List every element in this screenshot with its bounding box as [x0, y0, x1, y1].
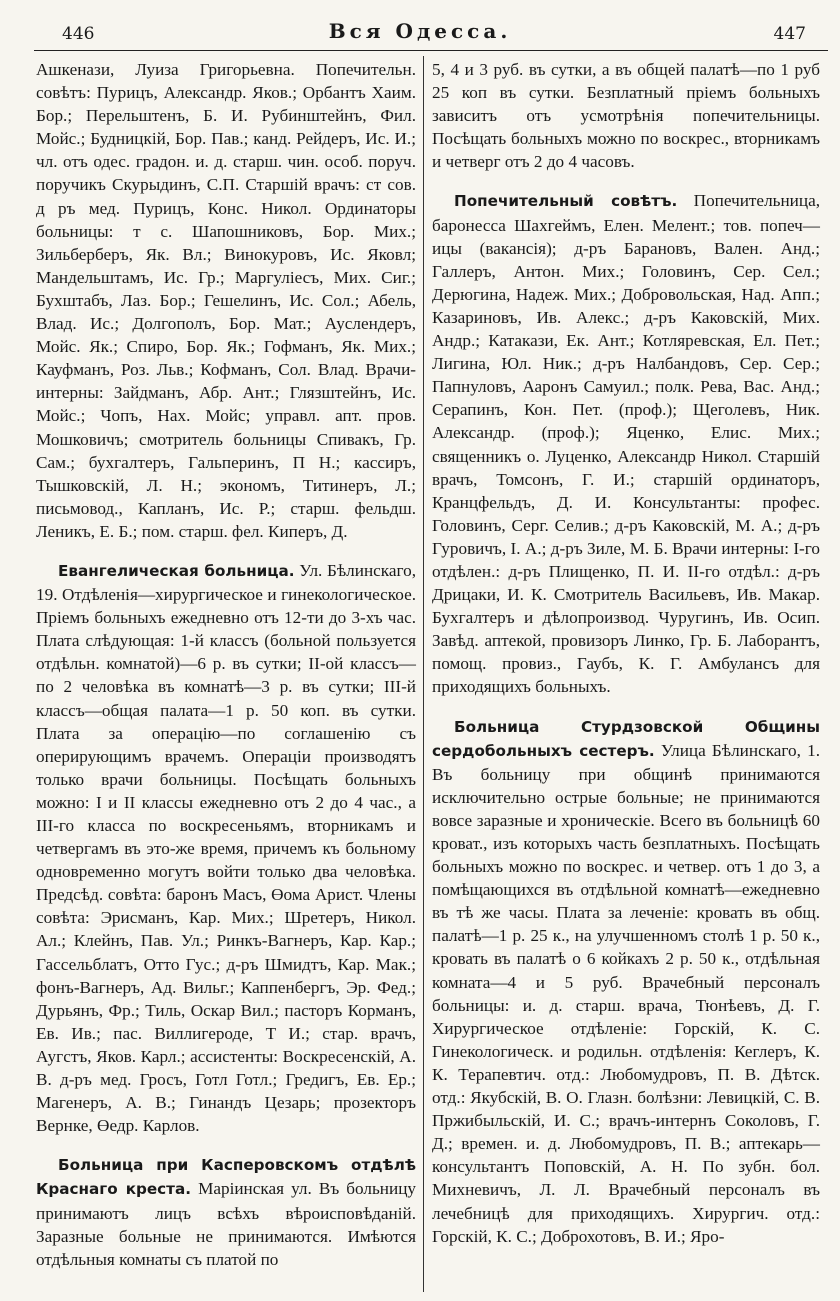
section-heading: Больница при Касперовскомъ отдѣлѣ Краснаго креста. — [36, 1156, 416, 1199]
section-board-of-trustees — [432, 189, 820, 698]
header-rule — [34, 50, 828, 51]
right-column — [432, 58, 820, 1248]
paragraph-odessa-jewish-hospital-staff: Ашкенази, Луиза Григорьевна. Попечительн. совѣтъ: Пурицъ, Александр. Яков.; Орбантъ Хаим. Бор.; Перельштенъ, Б. И. Рубинштейнъ, Фил. Мойс.; Будницкій, Бор. Пав.; канд. Рейдеръ, Ис. И.; чл. отъ одес. градон. и. д. старш. чин. особ. поруч. поручикъ Скурыдинъ, С.П. Старшій врачъ: ст сов. д ръ мед. Пурицъ, Конс. Никол. Ординаторы больницы: т с. Шапошниковъ, Бор. Мих.; Зильберберъ, Як. Вл.; Винокуровъ, Ис. Яковл; Мандельштамъ, Ис. Гр.; Маргулiесъ, Мих. Сиг.; Бухштабъ, Лаз. Бор.; Гешелинъ, Ис. Сол.; Абель, Влад. Ис.; Долгополъ, Бор. Мат.; Ауслендеръ, Мойс. Як.; Спиро, Бор. Як.; Гофманъ, Як. Мих.; Кауфманъ, Роз. Льв.; Кофманъ, Сол. Влад. Врачи-интерны: Зайдманъ, Абр. Ант.; Глязштейнъ, Ис. Мойс.; Чопъ, Нах. Мойс; управл. апт. пров. Мошковичъ; смотритель больницы Спивакъ, Гр. Сам.; бухгалтеръ, Гальперинъ, П Н.; кассиръ, Тышковскій, Л. Н.; экономъ, Титинеръ, Л.; письмовод., Капланъ, Ис. Р.; старш. фельдш. Леникъ, Е. Б.; пом. старш. фел. Киперъ, Д. — [36, 60, 416, 541]
section-text: Ул. Бѣлинскаго, 19. Отдѣленія—хирургическое и гинекологическое. Пріемъ больныхъ ежедневно отъ 12-ти до 3-хъ час. Плата слѣдующая: 1-й классъ (больной пользуется отдѣльн. комнатой)—6 р. въ сутки; II-ой классъ—по 2 человѣка въ комнатѣ—3 р. въ сутки; III-й классъ—общая палата—1 р. 50 коп. въ сутки. Плата за операцію—по соглашенію съ оперирующимъ врачемъ. Операціи производятъ только врачи больницы. Посѣщать больныхъ можно: I и II классы ежедневно отъ 2 до 4 час., а III-го класса по воскресеньямъ, вторникамъ и четвергамъ въ это-же время, причемъ къ больному одновременно могутъ войти только два человѣка. Предсѣд. совѣта: баронъ Масъ, Өома Арист. Члены совѣта: Эрисманъ, Кар. Мих.; Шретеръ, Никол. Ал.; Клейнъ, Пав. Ул.; Ринкъ-Вагнеръ, Кар. Кар.; Гассельблатъ, Отто Гус.; д-ръ Шмидтъ, Кар. Мак.; фонъ-Вагнеръ, Ад. Вильг.; Каппенбергъ, Эр. Фед.; Дурьянъ, Фр.; Тиль, Оскар Вил.; пасторъ Корманъ, Ев. Ив.; пас. Виллигероде, Т И.; стар. врачъ, Аугстъ, Яков. Карл.; ассистенты: Воскресенскій, А. В. д-ръ мед. Гросъ, Готл Готл.; Гредигъ, Ев. Ер.; Магенеръ, А. В.; Гинандъ Цезарь; прозекторъ Вернке, Өедр. Карлов. — [36, 560, 416, 1136]
page-header — [0, 0, 840, 52]
section-sturdza-community-hospital — [432, 715, 820, 1248]
section-heading: Евангелическая больница. — [58, 561, 295, 580]
section-evangelical-hospital — [36, 559, 416, 1137]
section-kasperovsky-red-cross-hospital — [36, 1153, 416, 1270]
page-number-right: 447 — [773, 24, 806, 44]
column-divider — [423, 56, 424, 1292]
section-text: Попечительница, баронесса Шахгеймъ, Елен. Мелент.; тов. попеч—ицы (вакансія); д-ръ Барановъ, Вален. Анд.; Галлеръ, Антон. Мих.; Головинъ, Сер. Сел.; Дерюгина, Надеж. Мих.; Добровольская, Над. Апп.; Казариновъ, Ив. Алекс.; д-ръ Каковскій, Мих. Андр.; Катакази, Ек. Ант.; Котляревская, Ел. Пет.; Лигина, Юл. Ник.; д-ръ Налбандовъ, Сер. Сер.; Папнуловъ, Ааронъ Самуил.; полк. Рева, Вас. Анд.; Серапинъ, Кон. Пет. (проф.); Щеголевъ, Ник. Александр. (проф.); Яценко, Елис. Мих.; священникъ о. Луценко, Александр Никол. Старшій врачъ, Томсонъ, Г. И.; старшій ординаторъ, Кранцфельдъ, Д. И. Консультанты: профес. Головинъ, Серг. Селив.; д-ръ Каковскій, М. А.; д-ръ Гуровичъ, I. А.; д-ръ Зиле, М. Б. Врачи интерны: I-го отдѣлен.: д-ръ Плищенко, П. И. II-го отдѣл.: д-ръ Дрицаки, И. К. Смотритель Васильевъ, Ив. Макар. Бухгалтеръ и дѣлопроизвод. Чуругинъ, Ив. Осип. Завѣд. аптекой, провизоръ Линко, Гр. Б. Лаборантъ, помощ. провиз., Гаубъ, К. Г. Амбулансъ для приходящихъ больныхъ. — [432, 191, 821, 697]
section-text: Улица Бѣлинскаго, 1. Въ больницу при общинѣ принимаются исключительно острые больные; не принимаются вовсе заразные и хроническіе. Всего въ больницѣ 60 кроват., изъ которыхъ часть безплатныхъ. Посѣщать больныхъ можно по воскрес. и четвер. отъ 1 до 3, а помѣщающихся въ отдѣльной комнатѣ—ежедневно въ тѣ же часы. Плата за леченіе: кровать въ общ. палатѣ—1 р. 25 к., на улучшенномъ столѣ 1 р. 50 к., кровать въ палатѣ о 6 койкахъ 2 р. 50 к., отдѣльная комната—4 и 5 руб. Врачебный персоналъ больницы: и. д. старш. врача, Тюнѣевъ, Д. Г. Хирургическое отдѣленіе: Горскій, К. С. Гинекологическ. и родильн. отдѣленія: Кеглеръ, К. К. Терапевтич. отд.: Любомудровъ, П. В. Дѣтск. отд.: Якубскій, В. О. Глазн. болѣзни: Левицкій, С. В. Пржибыльскій, И. С.; врачъ-интернъ Соколовъ, Г. Д.; времен. и. д. Любомудровъ, П. В.; аптекарь—консультантъ Поповскій, А. Н. По зубн. бол. Михневичъ, Л. Л. Врачебный персоналъ въ лечебницѣ для приходящихъ. Хирургич. отд.: Горскій, К. С.; Доброхотовъ, В. И.; Яро- — [432, 740, 821, 1246]
running-title: Вся Одесса. — [328, 19, 512, 43]
section-text: Маріинская ул. Въ больницу принимаютъ лицъ всѣхъ вѣроисповѣданій. Заразные больные не принимаются. Имѣются отдѣльныя комнаты съ платой по — [36, 1179, 416, 1269]
page-number-left: 446 — [62, 24, 95, 44]
section-heading: Больница Стурдзовской Общины сердобольныхъ сестеръ. — [432, 717, 820, 760]
paragraph-kasperovsky-continued: 5, 4 и 3 руб. въ сутки, а въ общей палатѣ—по 1 руб 25 коп въ сутки. Безплатный пріемъ больныхъ зависитъ отъ усмотрѣнія попечительницы. Посѣщать больныхъ можно по воскрес., вторникамъ и четверг отъ 2 до 4 часовъ. — [432, 60, 820, 172]
left-column — [36, 58, 416, 1271]
section-heading: Попечительный совѣтъ. — [454, 192, 678, 211]
